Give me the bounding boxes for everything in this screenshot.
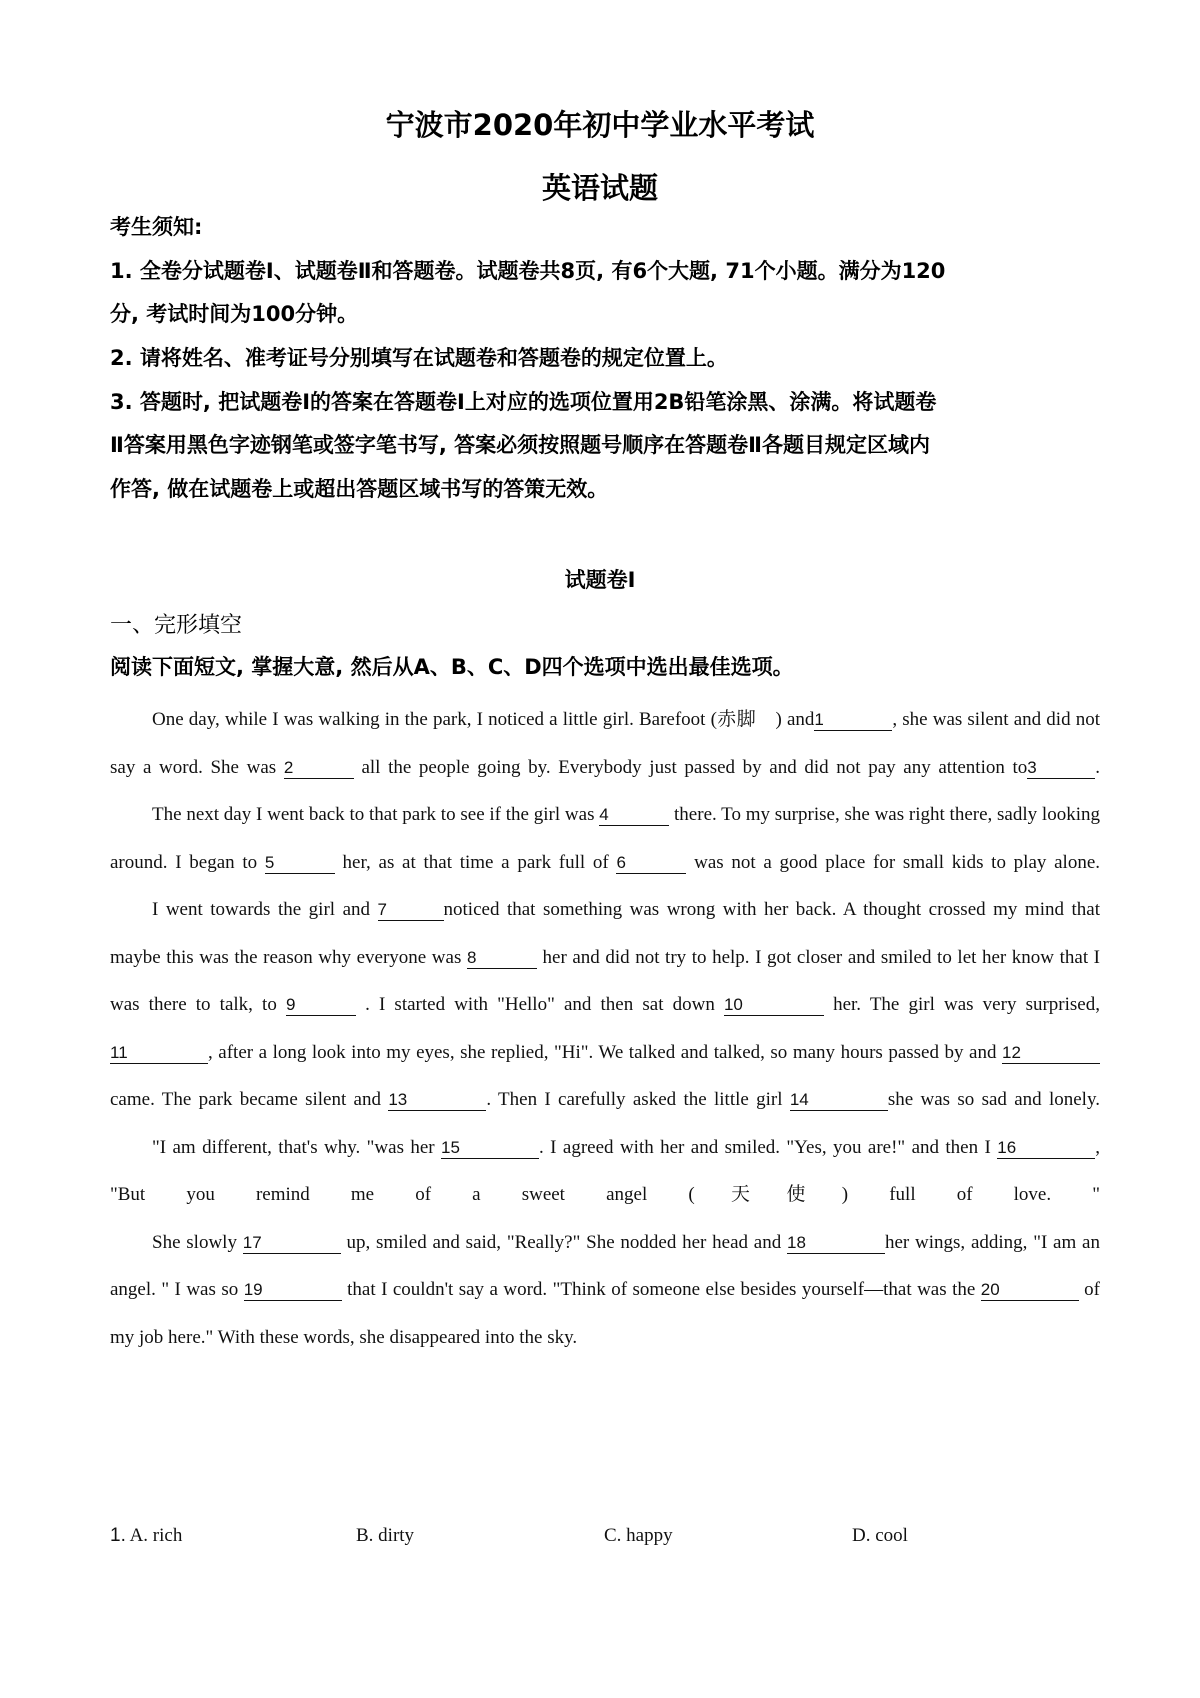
blank-5: 5	[265, 853, 335, 874]
passage-text: her wings, adding, "I am an angel. " I was so	[110, 1231, 1100, 1300]
notice-item-1-line-1: 1. 全卷分试题卷Ⅰ、试题卷Ⅱ和答题卷。试题卷共8页, 有6个大题, 71个小题。满分为120	[110, 259, 946, 283]
blank-19: 19	[244, 1280, 342, 1301]
passage-paragraph-2	[110, 791, 1100, 886]
notice-item-3-line-1: 3. 答题时, 把试题卷Ⅰ的答案在答题卷Ⅰ上对应的选项位置用2B铅笔涂黑、涂满。将试题卷	[110, 390, 937, 414]
blank-16: 16	[997, 1138, 1095, 1159]
question-1-option-c: C. happy	[604, 1525, 673, 1546]
blank-17: 17	[243, 1233, 341, 1254]
passage-text: She slowly	[152, 1231, 243, 1253]
passage-paragraph-3	[110, 886, 1100, 1124]
passage-paragraph-1	[110, 696, 1100, 791]
blank-10: 10	[724, 995, 824, 1016]
question-1-option-b: B. dirty	[356, 1525, 415, 1546]
passage-text: , "But you remind me of a sweet angel (天使) full of love. "	[110, 1136, 1100, 1205]
passage-text: her, as at that time a park full of	[334, 851, 617, 873]
passage-text: was not a good place for small kids to play alone.	[686, 851, 1100, 873]
exam-subtitle: 英语试题	[541, 171, 658, 205]
notice-heading: 考生须知:	[110, 215, 203, 239]
notice-item-3-line-3: 作答, 做在试题卷上或超出答题区域书写的答策无效。	[110, 477, 609, 501]
passage-text: noticed that something was wrong with her back. A thought crossed my mind that maybe this was the reason why everyone was	[110, 899, 1100, 968]
passage-text: her and did not try to help. I got closer and smiled to let her know that I was there to talk, to	[110, 946, 1100, 1015]
passage-text: she was so sad and lonely.	[887, 1089, 1100, 1110]
passage-text: The next day I went back to that park to see if the girl was	[152, 804, 600, 825]
blank-9: 9	[286, 995, 356, 1016]
notice-item-2: 2. 请将姓名、准考证号分别填写在试题卷和答题卷的规定位置上。	[110, 346, 728, 370]
passage-text: that I couldn't say a word. "Think of someone else besides yourself—that was the	[341, 1279, 981, 1300]
passage-text: her. The girl was very surprised,	[823, 994, 1100, 1015]
passage-text: , she was silent and did not say a word. She was	[110, 709, 1100, 778]
passage-text: all the people going by. Everybody just passed by and did not pay any attention to	[353, 756, 1028, 778]
section-title: 一、完形填空	[110, 613, 243, 638]
passage-paragraph-4	[110, 1124, 1100, 1219]
passage-text: . I agreed with her and smiled. "Yes, you are!" and then I	[539, 1136, 998, 1158]
blank-11: 11	[110, 1043, 208, 1064]
passage-paragraph-5	[110, 1219, 1100, 1362]
passage-text: came. The park became silent and	[110, 1089, 389, 1110]
blank-7: 7	[378, 900, 444, 921]
passage-text: of my job here." With these words, she disappeared into the sky.	[110, 1279, 1101, 1348]
blank-2: 2	[284, 758, 354, 779]
passage-text: .	[1095, 756, 1101, 778]
passage-text: One day, while I was walking in the park, I noticed a little girl. Barefoot (赤脚 ) and	[152, 709, 815, 730]
passage-text: there. To my surprise, she was right there, sadly looking around. I began to	[110, 804, 1100, 873]
question-number: 1.	[110, 1525, 126, 1546]
blank-6: 6	[616, 853, 686, 874]
question-1-option-a	[110, 1525, 182, 1547]
passage-text: . I started with "Hello" and then sat down	[355, 994, 724, 1015]
blank-20: 20	[981, 1280, 1079, 1301]
cloze-passage	[110, 696, 1100, 1361]
passage-text: . Then I carefully asked the little girl	[486, 1089, 790, 1110]
blank-15: 15	[441, 1138, 539, 1159]
passage-text: I went towards the girl and	[152, 899, 378, 920]
option-text: A. rich	[129, 1525, 183, 1546]
question-1-option-d: D. cool	[852, 1525, 908, 1546]
blank-8: 8	[467, 948, 537, 969]
blank-3: 3	[1027, 758, 1095, 779]
passage-text: , after a long look into my eyes, she replied, "Hi". We talked and talked, so many hours passed by and	[208, 1041, 1002, 1063]
notice-item-3-line-2: Ⅱ答案用黑色字迹钢笔或签字笔书写, 答案必须按照题号顺序在答题卷Ⅱ各题目规定区域内	[110, 433, 930, 457]
passage-text: "I am different, that's why. "was her	[152, 1136, 442, 1158]
notice-item-1-line-2: 分, 考试时间为100分钟。	[110, 302, 359, 326]
blank-12: 12	[1002, 1043, 1100, 1064]
section-instruction: 阅读下面短文, 掌握大意, 然后从A、B、C、D四个选项中选出最佳选项。	[110, 655, 794, 679]
blank-13: 13	[388, 1090, 486, 1111]
blank-18: 18	[787, 1233, 885, 1254]
blank-1: 1	[814, 710, 892, 731]
volume-title: 试题卷Ⅰ	[564, 568, 636, 592]
blank-14: 14	[790, 1090, 888, 1111]
passage-text: up, smiled and said, "Really?" She nodded her head and	[340, 1231, 787, 1253]
exam-title: 宁波市2020年初中学业水平考试	[385, 108, 815, 142]
blank-4: 4	[599, 805, 669, 826]
